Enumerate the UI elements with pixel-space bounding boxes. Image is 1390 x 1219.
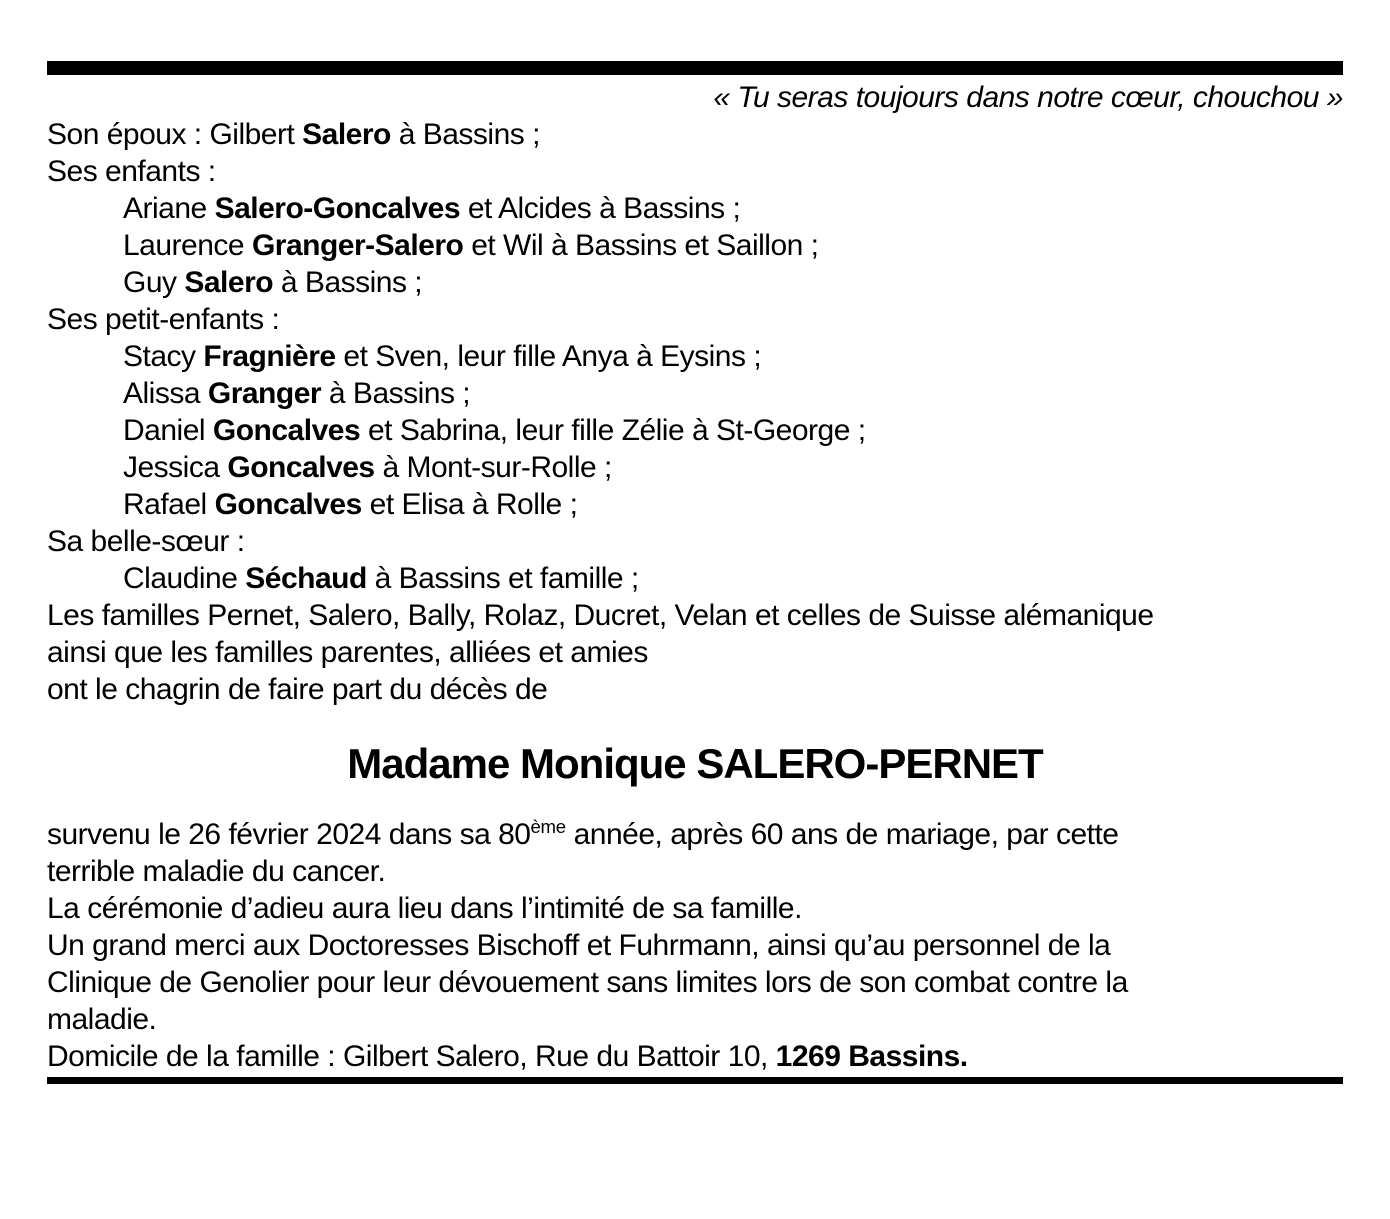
bold-text-segment: Granger (207, 377, 322, 410)
line-children-header (47, 153, 1343, 190)
line-child-guy (47, 264, 1343, 301)
text-segment: Alissa (123, 377, 208, 410)
bold-text-segment: 1269 Bassins. (775, 1040, 968, 1073)
line-sister-in-law-claudine (47, 560, 1343, 597)
top-rule (47, 61, 1343, 75)
deceased-name-title: Madame Monique SALERO-PERNET (347, 740, 1043, 787)
bottom-rule (47, 1077, 1343, 1084)
line-grandchild-jessica (47, 449, 1343, 486)
bold-text-segment: Goncalves (214, 488, 362, 521)
bold-text-segment: Fragnière (203, 340, 336, 373)
family-section (47, 116, 1343, 708)
text-segment: à Bassins et famille ; (366, 562, 639, 595)
text-segment: Ariane (123, 192, 215, 225)
text-segment: La cérémonie d’adieu aura lieu dans l’intimité de sa famille. (47, 892, 802, 925)
text-segment: Sa belle-sœur : (47, 525, 245, 558)
text-segment: Rafael (123, 488, 215, 521)
text-segment: Stacy (123, 340, 204, 373)
line-grandchild-alissa (47, 375, 1343, 412)
obituary-page (0, 61, 1390, 1084)
text-segment: et Wil à Bassins et Saillon ; (463, 229, 819, 262)
bold-text-segment: Salero (184, 266, 274, 299)
text-segment: Ses petit-enfants : (47, 303, 280, 336)
line-grandchild-daniel (47, 412, 1343, 449)
line-family-address (47, 1038, 1343, 1075)
line-grandchild-stacy (47, 338, 1343, 375)
bold-text-segment: Salero (302, 118, 391, 151)
text-segment: et Alcides à Bassins ; (460, 192, 741, 225)
text-segment: Un grand merci aux Doctoresses Bischoff et Fuhrmann, ainsi qu’au personnel de la (47, 929, 1111, 962)
superscript-segment: ème (530, 816, 566, 837)
text-segment: ont le chagrin de faire part du décès de (47, 673, 548, 706)
text-segment: Daniel (123, 414, 213, 447)
text-segment: à Bassins ; (390, 118, 540, 151)
bold-text-segment: Goncalves (227, 451, 375, 484)
text-segment: et Sven, leur fille Anya à Eysins ; (335, 340, 762, 373)
text-segment: à Mont-sur-Rolle ; (374, 451, 612, 484)
text-segment: et Elisa à Rolle ; (361, 488, 578, 521)
text-segment: Jessica (123, 451, 228, 484)
text-segment: terrible maladie du cancer. (47, 855, 386, 888)
text-segment: ainsi que les familles parentes, alliées et amies (47, 636, 648, 669)
line-death-details-1 (47, 816, 1343, 853)
bold-text-segment: Goncalves (212, 414, 361, 447)
line-thanks-1 (47, 927, 1343, 964)
line-grandchild-rafael (47, 486, 1343, 523)
text-segment: Les familles Pernet, Salero, Bally, Rolaz, Ducret, Velan et celles de Suisse alémanique (47, 599, 1154, 632)
line-sister-in-law-header (47, 523, 1343, 560)
line-thanks-2 (47, 964, 1343, 1001)
text-segment: à Bassins ; (273, 266, 423, 299)
line-death-details-2 (47, 853, 1343, 890)
line-grandchildren-header (47, 301, 1343, 338)
text-segment: Son époux : Gilbert (47, 118, 303, 151)
text-segment: survenu le 26 février 2024 dans sa 80 (47, 818, 531, 851)
memorial-quote: « Tu seras toujours dans notre cœur, chouchou » (713, 81, 1343, 114)
line-thanks-3 (47, 1001, 1343, 1038)
text-segment: Laurence (123, 229, 252, 262)
line-ceremony (47, 890, 1343, 927)
line-spouse (47, 116, 1343, 153)
text-segment: maladie. (47, 1003, 157, 1036)
text-segment: année, après 60 ans de mariage, par cette (565, 818, 1119, 851)
line-families-2 (47, 634, 1343, 671)
bold-text-segment: Granger-Salero (251, 229, 464, 262)
line-families-1 (47, 597, 1343, 634)
text-segment: Clinique de Genolier pour leur dévouement sans limites lors de son combat contre la (47, 966, 1128, 999)
line-announcement (47, 671, 1343, 708)
line-child-laurence (47, 227, 1343, 264)
text-segment: Guy (123, 266, 185, 299)
text-segment: à Bassins ; (321, 377, 471, 410)
line-child-ariane (47, 190, 1343, 227)
text-segment: Domicile de la famille : Gilbert Salero, Rue du Battoir 10, (47, 1040, 776, 1073)
text-segment: Ses enfants : (47, 155, 216, 188)
text-segment: Claudine (123, 562, 246, 595)
bold-text-segment: Séchaud (245, 562, 367, 595)
bold-text-segment: Salero-Goncalves (214, 192, 461, 225)
details-section (47, 816, 1343, 1075)
text-segment: et Sabrina, leur fille Zélie à St-George ; (360, 414, 866, 447)
